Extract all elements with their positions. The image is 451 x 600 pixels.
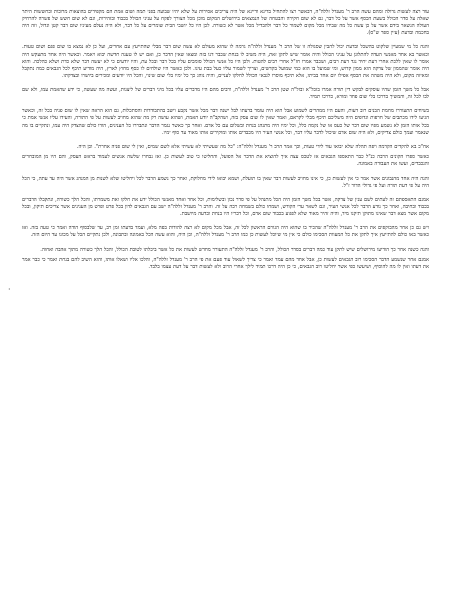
paragraph: והנה כל מי שמעיין שלקוט בהשכל ובדעת יכול להבין שסגולה זו של הרב ר' מענדל זללה"ה גרמה לו שהוא מעולם לא עשה שום דבר מבלי שהתייעץ עם אחרים, ועל כן לא נמצא בו שום פגם ושום טעות. וכאשר בא אחד מאנשי העדה להתלונן על עניני הכולל והיה אומר שיש לתקן זאת, היה משיב לו בנחת שכבר דנו בזה ומצאו שאין הדבר כן, ואם יש לו טענה חדשה יבוא ויאמר. וכאשר היה אחד מתעקש היה אומר לו שאין ללכת אחרי דעת יחיד נגד דעת רבים, ושכבר אמרו חז"ל אחרי רבים להטות. ולכן היו כל אנשי הכולל סומכים עליו בכל דבר ובכל עת, והיו יודעים כי לא יעשה דבר שלא כדת ושלא כהלכה. והוא היה אומר שהממון של צדקה הוא ממון קדוש, ומי שמועל בו הוא כמי שמועל בקדשים, וצריך לשמור עליו כעל בבת עינו. ולכן כאשר היו שולחים לו כסף מחוץ לארץ, היה מודיע תיכף לכל הגבאים כמה נתקבל ומאיזה מקום, ולא היה משהה את הכסף אפילו יום אחד בביתו, אלא תיכף מוסרו לגבאי הכולל לחלקו לעניים, והיה נוהג כך כל ימיו בלי שום שינוי, והכל היו יודעים ומכירים ביושרו ובצדקתו. xyxy=(22,44,429,79)
paragraph: כאשר ספרו הקונים הרבה כנ"ל כבר התאספו הגבאים אז לטכס עצה איך להוציא את הדבר אל הפועל, והחליטו כי טוב לעשות כן. ואז נבחרו שלשה אנשים לעמוד בראש העסק, והם היו מן המובחרים והנכבדים, ועשו את העבודה באמונה. xyxy=(22,154,429,168)
paragraph: והנה היה אחד מהנבונים אשר אמר כי אין לעשות כן, כי אינו מחויב לעשות דבר שאין בו תועלת, ושמא יבואו לידי מחלוקת, ואחר כך נשמע הדבר לכל ויחליטו שלא לשנות מן המנהג אשר היה עד עתה, כי הכל היה על פי דעת תורה ועל פי גדולי הדור ז"ל. xyxy=(22,175,429,189)
paragraph: ויש גם כן אחר מהבזקפים את הרב ר' מענדל זללה"ה שהכיר בו שהוא היה הגורם הראשון לכל זה, אבל מכל מקום לא רצה להודות בפה מלא, ועמד בדעתו זמן רב, עד שלבסוף הודה ואמר כי טעה בזה. ואז כאשר באו כולם להתייעץ איך לתקן את כל המעוות הסכימו כולם כי אין מי שיוכל לעשות כן כמו הרב ר' מענדל זללה"ה, וכן היה, והוא עשה הכל באמונה ובתבונה, ולכן נתקיים הכל על מכונו עד היום הזה. xyxy=(22,225,429,239)
paragraph: אח"כ בא להקדים הקדמה ויפה תהלה שלא יבואו עוד לידי טעות, וכך אמר הרב ר' מענדל זללה"ה: "כל מה שעשיתי לא עשיתי אלא לשם שמים, ואין לי שום פניה אחרת". וכן היה. xyxy=(76,143,429,150)
paragraph: אבל כל משך הזמן שהיו עוסקים לבקש דין תורה אמרו בזכל"א ובזל"ה שטן הרב ר' מענדל זללה"ה, ורבים מהם היו מדברים עליו בכל מיני דברים של ליצנות, ועשה מה שעשה, כי ידע שהאמת עמו, ולא שם לבו לכל זה, והמשיך בדרכו בלי שום פחד ומורא, כדרכו תמיד. xyxy=(22,87,429,101)
paragraph: בשיחים התעוררו מחמת הבנים רוב דעות, והעם היו ממהרים לשמוע אבל הוא היה עומד בדעתו לבל ישנה דבר מכל אשר נקבע וישב בהתבודדות והסתכלות, גם הוא הראה שאין לו שום פניה בכל זה, וכאשר הגיעו לידו מכתבים של חרפות וגדופים היה משליכם תיכף מבלי לקראם, ואמר שאין לו שום עסק בזה, ושהקב"ה יודע האמת, ושהוא עושה רק מה שהוא מחויב לעשות על פי התורה, והעידו עליו אנשי אמת כי בכל אותו הזמן לא נשמע מפיו שום דבר של כעס או של נקמה כלל, וכל ימיו היה מתנהג בנחת ובשלום עם כל אדם. ואחר כך כאשר נגמר הדבר ונתבררו כל הענינים, הודו כולם שהצדק היה עמו, ונתקיים בו מה שנאמר ועמך כולם צדיקים, ולא היה שום אדם שיכול לדבר עליו דבר, וכל אנשי העיר היו מכבדים אותו ומוקירים אותו מאוד עד סוף ימיו. xyxy=(22,108,429,136)
margin-mark: · xyxy=(8,285,11,294)
paragraph: אמנם התאספתם זה לעתים לשם ענין של צדקה, אשר בכל משך הזמן היה הכל מתנהל על פי סדר נכון ובשלימות, וכל אחד ואחד מאנשי הכולל ידע את חלקו ואת משמרתו, והכל הלך כשורה, ונתקבלו הדברים בכבוד ובחיבה, ואחר כך נודע הדבר לכל אנשי העיר, וגם לשאר ערי הקודש, ושמחו כולם בשמחה רבה על זה. והרב ר' מענדל זללה"ה ישב עם הגבאים לדון בכל פרט ופרט מן הענינים אשר צריכים תיקון, ובכל מקום אשר מצא דבר שאינו מתוקן תיקנו מיד, והיה זהיר מאוד שלא לפגוע בכבוד שום אדם, וכל דבריו היו בנחת ובדעה מיושבת. xyxy=(22,196,429,218)
paragraph: אמנם אחר שנשמע הדבר הסכימו רוב הגבאים לעשות כן, אבל אחד מהם עמד ואמר כי צריך לשאול עוד פעם את פי הרב ר' מענדל זללה"ה, והלכו אליו ושאלו אותו, והוא השיב להם בנחת ואמר כי כבר אמר את דעתו ואין לו מה להוסיף, ושיעשו כפי אשר יחליטו רוב הגבאים, כי כן היה דרכו תמיד לילך אחרי הרוב ולא לעשות דבר על דעת עצמו בלבד. xyxy=(22,257,429,271)
paragraph: והנה כשנה אחר כך הודיעו מירושלים שיש לתקן עוד כמה דברים בסדר הכולל, והרב ר' מענדל זללה"ה התעורר מחדש לעשות את כל אשר ביכלתו לטובת הכולל, והכל הלך כשורה מתוך אהבה ואחוה. xyxy=(40,246,429,253)
paragraph: עוד רצה לעשות גדולה ומהם עשה הרב ר' מענדל זללה"ה, דבאשר רצו להתחיל בדינא ודיינא של היה צריכים אסירות על שלא יהיו שבועה בפני תמה ושום אמת הם מקפידים בהוצאות מרובות ובחששות היתר שאלה על סדר הכולל בשעת הכסף אשר על כל דבר, גם לא שום חקירה והבטחה של הנמצאים בירושלים המקום מוכן מכל הצורך לפקח על עניני הכולל בכבוד ובזהירות, וגם לא שום חשש של פשרה להרחיק העולה הנשאר בידם אשר על כן עשה כל מה שבידו מכל מקום לשמור כל דבר ולהבדיל מכל אשר לא כשורה. לכן היו כל יושבי הבית שומרים על כל דבר, ולא היה נעלם מעיניו שום דבר קטן וגדול, וזה היה בחכמה ובדעת (עיין ספר ש"ס). xyxy=(22,9,429,37)
